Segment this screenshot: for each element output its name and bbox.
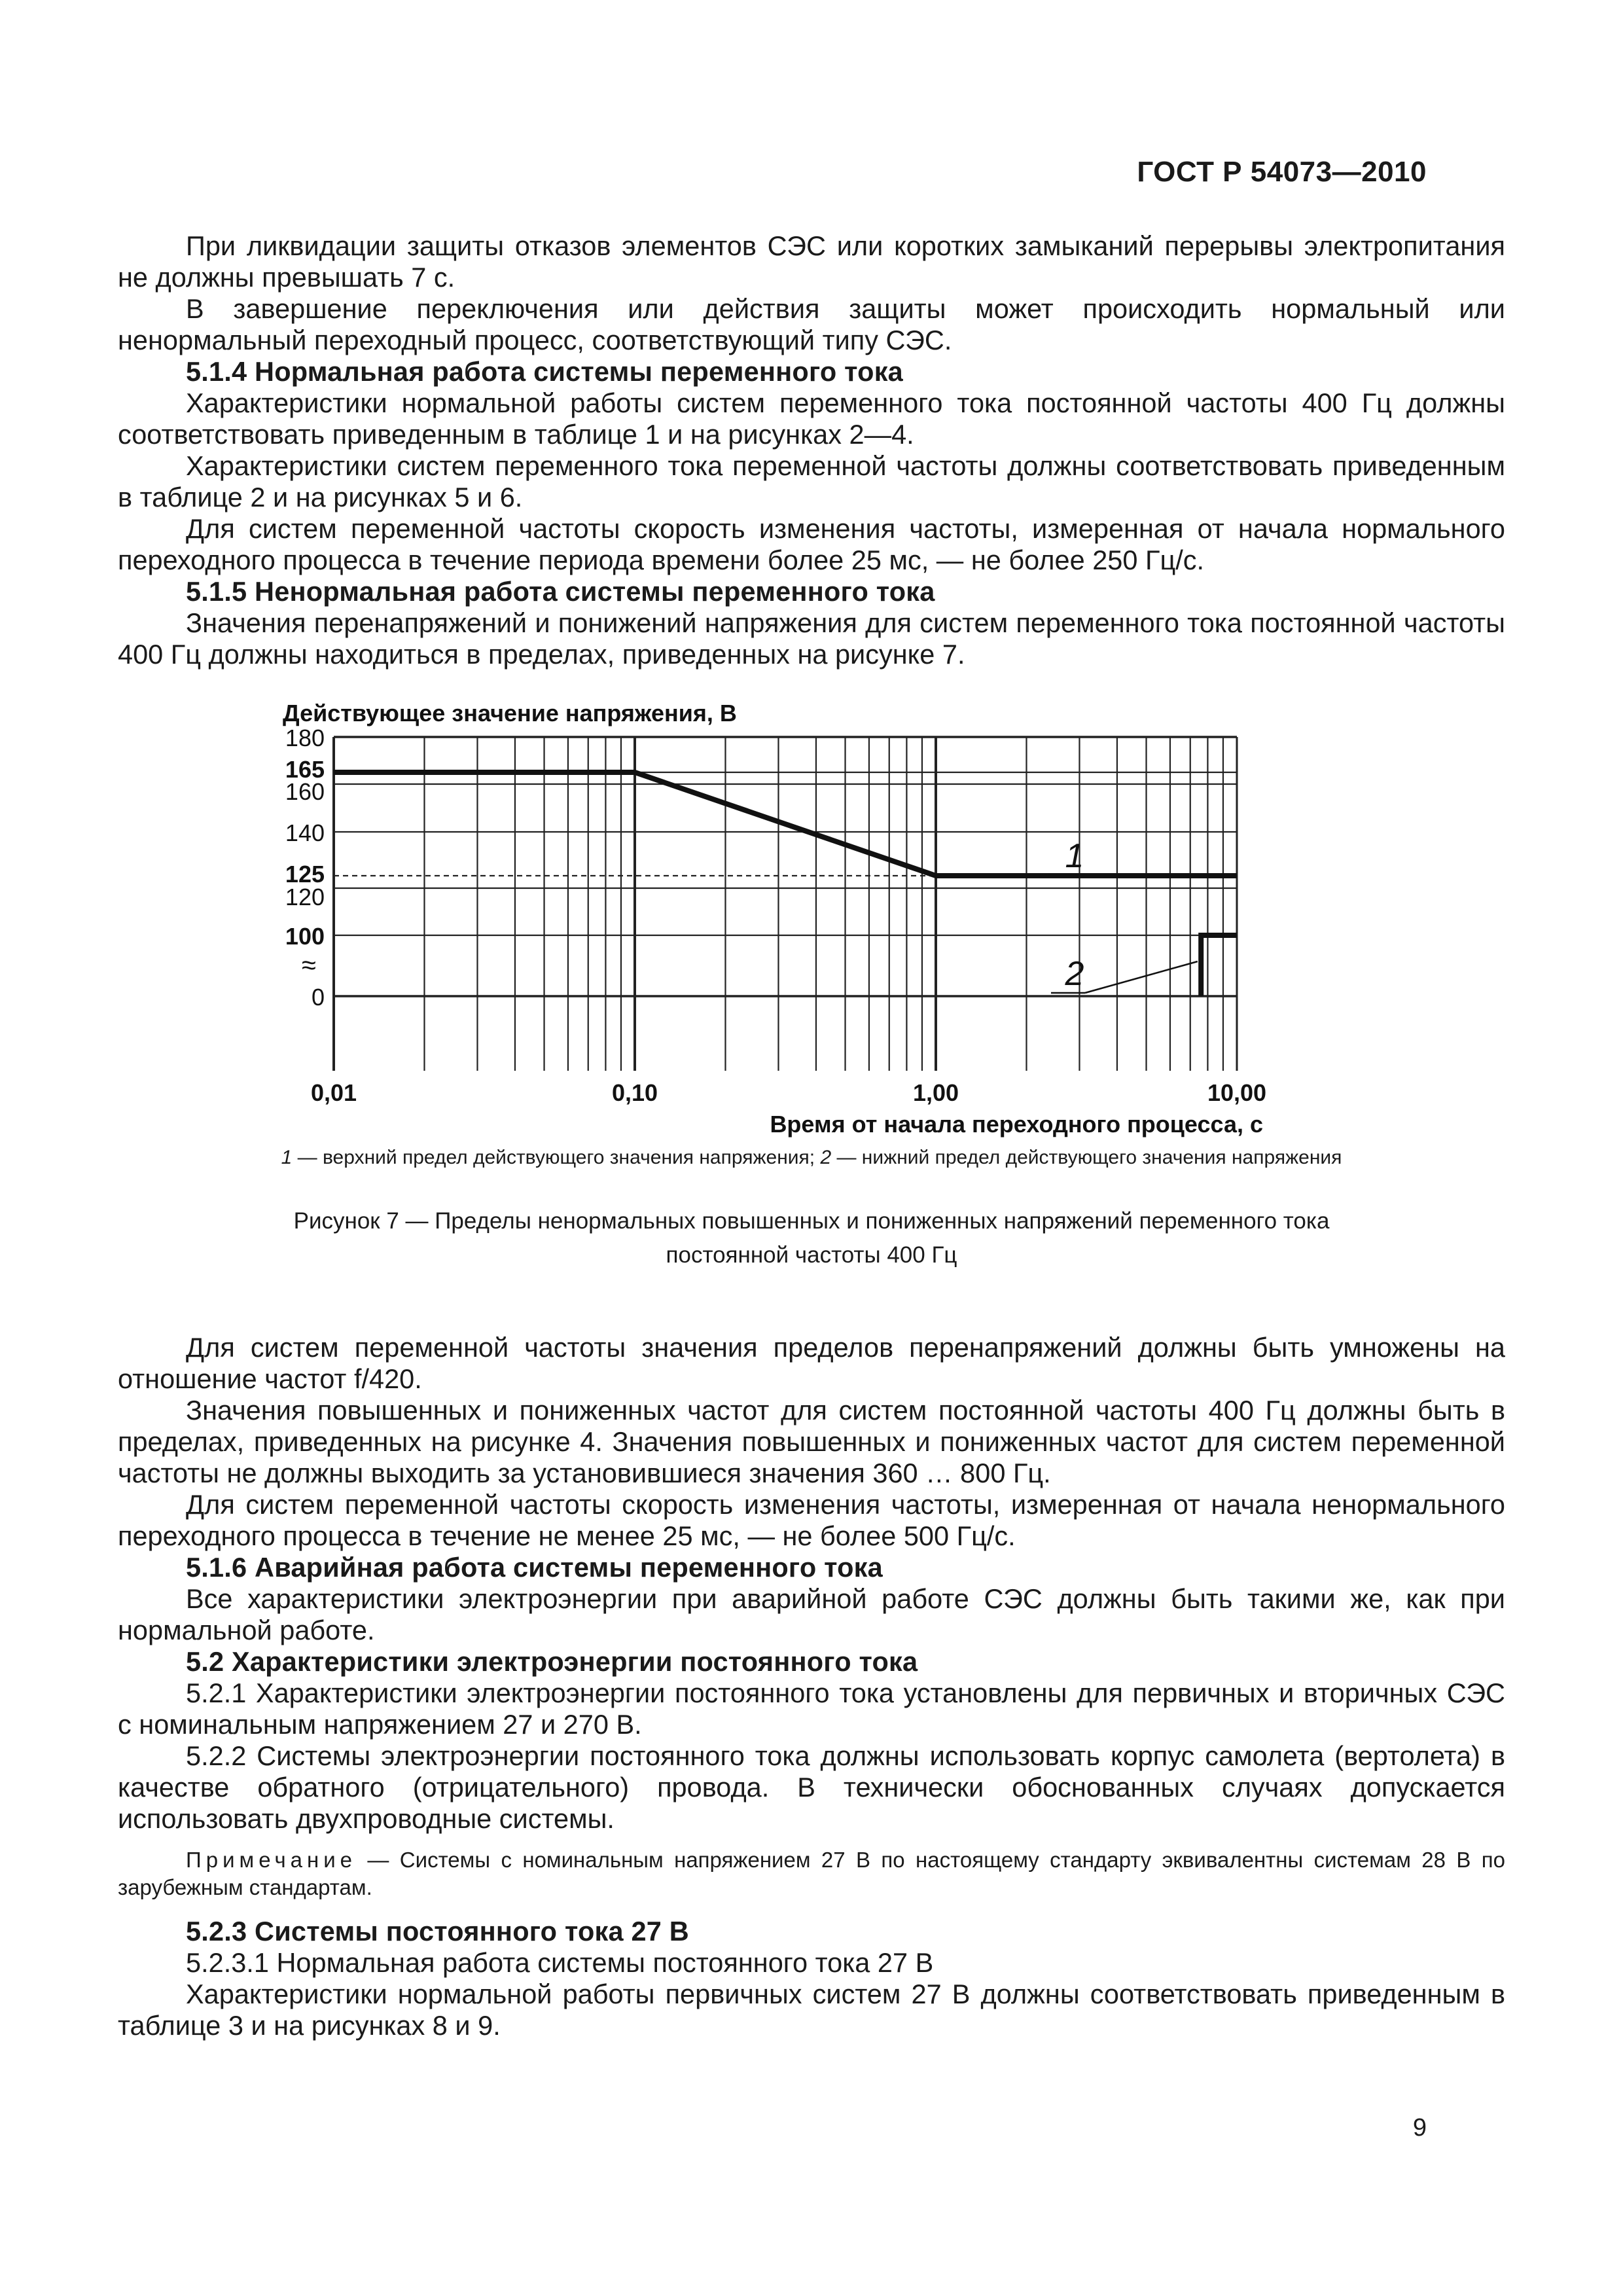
- figure-caption: [118, 1204, 1505, 1272]
- section-heading: 5.1.5 Ненормальная работа системы переменного тока: [186, 576, 935, 607]
- note: [118, 1846, 1505, 1901]
- callout-1-leader: [1039, 875, 1051, 876]
- voltage-limits-chart: [0, 694, 1623, 1152]
- y-axis-label: Действующее значение напряжения, В: [283, 700, 737, 726]
- section-heading: 5.1.6 Аварийная работа системы переменного тока: [186, 1552, 883, 1583]
- note-label: Примечание: [186, 1848, 357, 1872]
- paragraph: Для систем переменной частоты скорость изменения частоты, измеренная от начала ненормального переходного процесса в течение не менее 25 мс, — не более 500 Гц/с.: [118, 1489, 1505, 1551]
- paragraph: При ликвидации защиты отказов элементов СЭС или коротких замыканий перерывы электропитания не должны превышать 7 с.: [118, 230, 1505, 293]
- paragraph: Для систем переменной частоты скорость изменения частоты, измеренная от начала нормального переходного процесса в течение периода времени более 25 мс, — не более 250 Гц/с.: [118, 513, 1505, 575]
- text-block-bottom: [118, 1332, 1505, 2041]
- y-tick-label: 140: [285, 819, 325, 846]
- chart-labels: [283, 700, 1266, 1138]
- paragraph: В завершение переключения или действия защиты может происходить нормальный или ненормальный переходный процесс, соответствующий типу СЭС.: [118, 293, 1505, 355]
- y-tick-label: 165: [285, 756, 325, 783]
- x-tick-label: 1,00: [912, 1079, 959, 1106]
- y-tick-label: 100: [285, 923, 325, 950]
- y-tick-label: 120: [285, 884, 325, 910]
- chart-grid: [334, 737, 1237, 1071]
- y-tick-label: 0: [311, 984, 325, 1011]
- section-heading: 5.2.3 Системы постоянного тока 27 В: [186, 1916, 689, 1946]
- paragraph: 5.2.3.1 Нормальная работа системы постоянного тока 27 В: [186, 1947, 934, 1978]
- paragraph: Характеристики нормальной работы систем переменного тока постоянной частоты 400 Гц должны соответствовать приведенным в таблице 1 и на рисунках 2—4.: [118, 387, 1505, 450]
- paragraph: Для систем переменной частоты значения пределов перенапряжений должны быть умножены на отношение частот f/420.: [118, 1332, 1505, 1394]
- x-tick-label: 0,10: [611, 1079, 658, 1106]
- y-axis-break: ≈: [302, 951, 316, 980]
- legend-2-number: 2: [820, 1147, 832, 1168]
- figure-legend: [118, 1147, 1505, 1169]
- y-tick-label: 180: [285, 725, 325, 751]
- paragraph: Все характеристики электроэнергии при аварийной работе СЭС должны быть такими же, как при нормальной работе.: [118, 1583, 1505, 1645]
- chart-series: [334, 772, 1237, 996]
- paragraph: Характеристики систем переменного тока переменной частоты должны соответствовать приведенным в таблице 2 и на рисунках 5 и 6.: [118, 450, 1505, 512]
- section-heading: 5.1.4 Нормальная работа системы переменного тока: [186, 356, 903, 387]
- series-1-line: [334, 772, 1237, 876]
- paragraph: 5.2.1 Характеристики электроэнергии постоянного тока установлены для первичных и вторичных СЭС с номинальным напряжением 27 и 270 В.: [118, 1677, 1505, 1740]
- figure-caption-line2: постоянной частоты 400 Гц: [666, 1242, 957, 1268]
- paragraph: Значения повышенных и пониженных частот для систем постоянной частоты 400 Гц должны быть в пределах, приведенных на рисунке 4. Значения повышенных и пониженных частот для систем переменной частоты не должны выходить за установившиеся значения 360 … 800 Гц.: [118, 1395, 1505, 1488]
- text-block-top: [118, 230, 1505, 670]
- legend-2-text: — нижний предел действующего значения напряжения: [831, 1147, 1342, 1168]
- series-1-label: 1: [1065, 837, 1084, 875]
- callout-2-leader: [1085, 961, 1198, 993]
- series-2-line: [1201, 935, 1237, 996]
- legend-1-text: — верхний предел действующего значения напряжения;: [292, 1147, 821, 1168]
- series-2-label: 2: [1065, 955, 1084, 993]
- note-text: — Системы с номинальным напряжением 27 В по настоящему стандарту эквивалентны системам 28 В по зарубежным стандартам.: [118, 1848, 1505, 1899]
- paragraph: Характеристики нормальной работы первичных систем 27 В должны соответствовать приведенным в таблице 3 и на рисунках 8 и 9.: [118, 1979, 1505, 2041]
- page-number: 9: [1412, 2114, 1427, 2142]
- x-tick-label: 10,00: [1207, 1079, 1267, 1106]
- x-tick-label: 0,01: [310, 1079, 357, 1106]
- y-tick-label: 160: [285, 778, 325, 805]
- paragraph: Значения перенапряжений и понижений напряжения для систем переменного тока постоянной частоты 400 Гц должны находиться в пределах, приведенных на рисунке 7.: [118, 607, 1505, 670]
- paragraph: 5.2.2 Системы электроэнергии постоянного тока должны использовать корпус самолета (вертолета) в качестве обратного (отрицательного) провода. В технически обоснованных случаях допускается использовать двухпроводные системы.: [118, 1740, 1505, 1834]
- document-header: ГОСТ Р 54073—2010: [1137, 156, 1427, 188]
- x-axis-label: Время от начала переходного процесса, с: [770, 1111, 1263, 1138]
- figure-caption-line1: Рисунок 7 — Пределы ненормальных повышенных и пониженных напряжений переменного тока: [293, 1208, 1330, 1234]
- legend-1-number: 1: [281, 1147, 293, 1168]
- section-heading: 5.2 Характеристики электроэнергии постоянного тока: [186, 1646, 918, 1677]
- y-tick-label: 125: [285, 861, 325, 888]
